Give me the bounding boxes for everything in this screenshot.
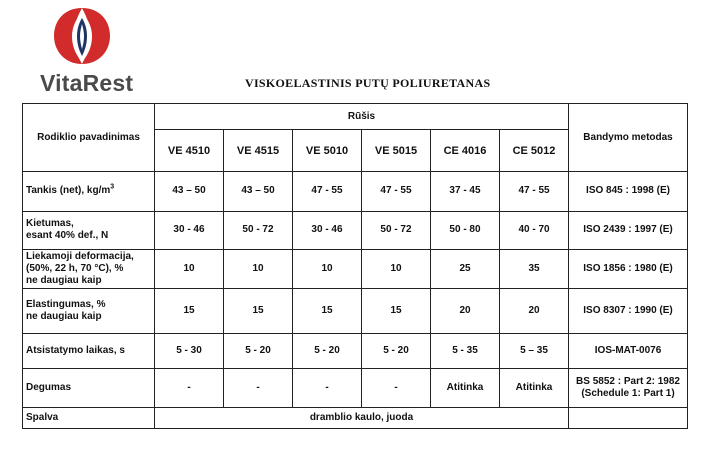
row-value: 35 [500, 250, 569, 289]
row-value: 10 [362, 250, 431, 289]
table-row [23, 369, 688, 408]
row-method [569, 333, 688, 369]
param-superscript: 3 [110, 184, 115, 192]
method-line: IOS-MAT-0076 [594, 344, 662, 356]
vitarest-emblem-icon [50, 4, 114, 68]
param-line: Atsistatymo laikas, s [26, 344, 125, 356]
data-rows [23, 172, 688, 408]
param-line: Degumas [26, 381, 72, 393]
row-method [569, 172, 688, 212]
row-value: 15 [224, 288, 293, 333]
row-value: 15 [293, 288, 362, 333]
param-line: ne daugiau kaip [26, 310, 102, 322]
logo-wordmark: VitaRest [40, 70, 134, 96]
row-value: dramblio kaulo, juoda [155, 407, 569, 428]
row-value: 25 [431, 250, 500, 289]
row-value: 5 - 20 [362, 333, 431, 369]
table-row [23, 172, 688, 212]
row-value: 50 - 72 [362, 211, 431, 250]
method-line: ISO 2439 : 1997 (E) [583, 224, 673, 236]
type-header: VE 4510 [155, 130, 224, 172]
table-row [23, 211, 688, 250]
method-line: ISO 8307 : 1990 (E) [583, 304, 673, 316]
row-value: 5 - 30 [155, 333, 224, 369]
row-value: 20 [431, 288, 500, 333]
row-method [569, 211, 688, 250]
row-value: 5 - 20 [293, 333, 362, 369]
document-title: VISKOELASTINIS PUTŲ POLIURETANAS [245, 76, 491, 90]
type-header: VE 5015 [362, 130, 431, 172]
row-param: Spalva [23, 407, 155, 428]
brand-logo [40, 4, 180, 96]
row-value: 47 - 55 [500, 172, 569, 212]
row-param [23, 333, 155, 369]
row-value: 43 – 50 [155, 172, 224, 212]
param-line: ne daugiau kaip [26, 275, 102, 287]
type-group-header: Rūšis [155, 104, 569, 130]
method-line: BS 5852 : Part 2: 1982 [576, 375, 680, 387]
row-param [23, 211, 155, 250]
param-line: Liekamoji deformacija, [26, 251, 134, 263]
row-value: - [155, 369, 224, 408]
type-header: VE 5010 [293, 130, 362, 172]
row-value: 50 - 80 [431, 211, 500, 250]
param-line: Elastingumas, % [26, 298, 106, 310]
row-value: - [293, 369, 362, 408]
row-value: 50 - 72 [224, 211, 293, 250]
method-header: Bandymo metodas [569, 104, 688, 172]
row-value: 10 [155, 250, 224, 289]
method-line: ISO 1856 : 1980 (E) [583, 263, 673, 275]
spec-table [22, 103, 688, 429]
row-value: 40 - 70 [500, 211, 569, 250]
row-value: 5 - 35 [431, 333, 500, 369]
row-value: 37 - 45 [431, 172, 500, 212]
row-value: 47 - 55 [362, 172, 431, 212]
row-value: 15 [362, 288, 431, 333]
row-param [23, 288, 155, 333]
row-value: 30 - 46 [155, 211, 224, 250]
row-value: - [224, 369, 293, 408]
row-value: 20 [500, 288, 569, 333]
param-header: Rodiklio pavadinimas [23, 104, 155, 172]
row-value: 43 – 50 [224, 172, 293, 212]
type-header: CE 4016 [431, 130, 500, 172]
row-value: 10 [293, 250, 362, 289]
table-row [23, 250, 688, 289]
row-value: - [362, 369, 431, 408]
row-method [569, 407, 688, 428]
table-row [23, 288, 688, 333]
color-row [23, 407, 688, 428]
row-param [23, 369, 155, 408]
row-method [569, 369, 688, 408]
row-value: 10 [224, 250, 293, 289]
param-line: (50%, 22 h, 70 °C), % [26, 263, 124, 275]
type-header: CE 5012 [500, 130, 569, 172]
row-method [569, 288, 688, 333]
row-value: Atitinka [431, 369, 500, 408]
row-param [23, 172, 155, 212]
type-header: VE 4515 [224, 130, 293, 172]
param-line: esant 40% def., N [26, 230, 109, 242]
row-method [569, 250, 688, 289]
row-value: 47 - 55 [293, 172, 362, 212]
row-param [23, 250, 155, 289]
row-value: 30 - 46 [293, 211, 362, 250]
method-line: ISO 845 : 1998 (E) [586, 185, 670, 197]
table-row [23, 333, 688, 369]
row-value: 15 [155, 288, 224, 333]
row-value: Atitinka [500, 369, 569, 408]
method-line: (Schedule 1: Part 1) [581, 387, 675, 399]
param-line: Tankis (net), kg/m [26, 185, 111, 197]
row-value: 5 – 35 [500, 333, 569, 369]
param-line: Kietumas, [26, 218, 74, 230]
row-value: 5 - 20 [224, 333, 293, 369]
